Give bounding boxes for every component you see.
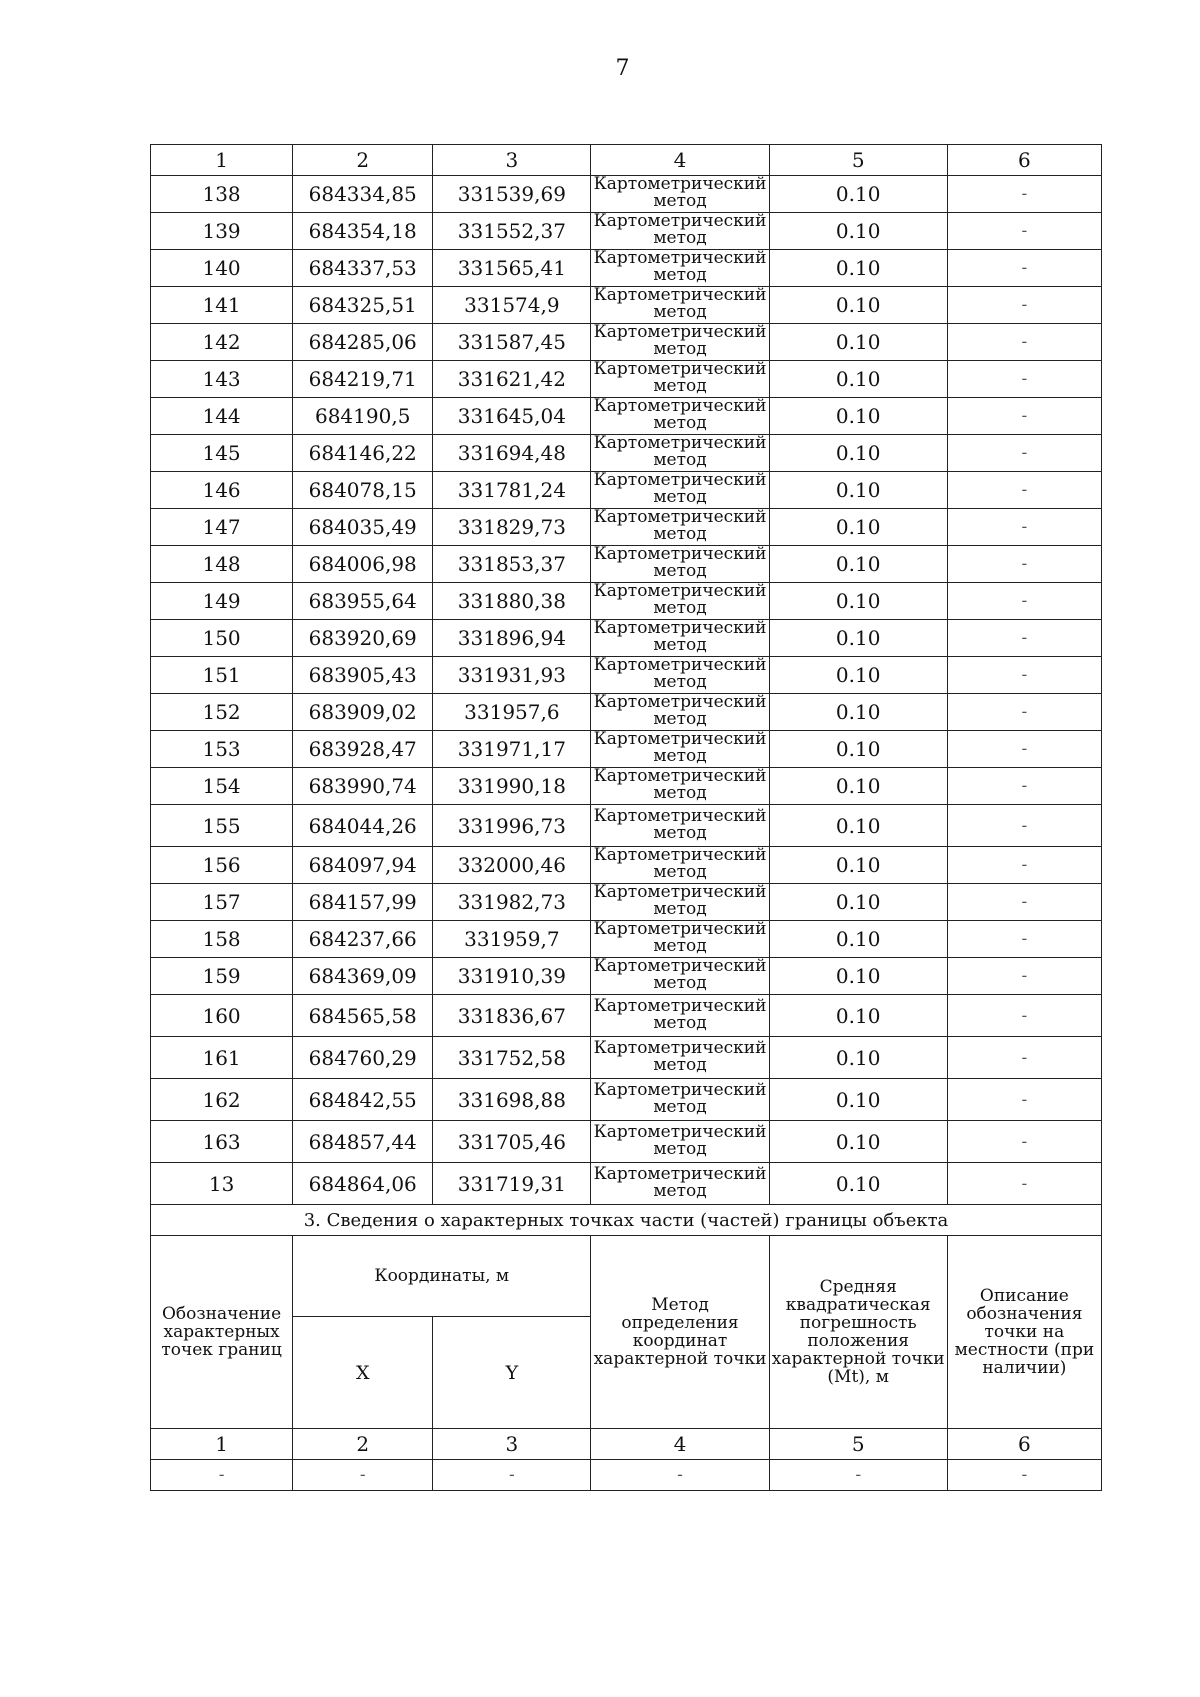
method-line-2: метод	[653, 561, 707, 581]
accuracy-value: 0.10	[769, 805, 947, 847]
method-cell	[591, 213, 769, 250]
description-value: -	[947, 361, 1101, 398]
method-line-2: метод	[653, 822, 707, 843]
method-line-2: метод	[653, 487, 707, 507]
coord-y: 331587,45	[433, 324, 591, 361]
column-number: 4	[591, 1429, 769, 1460]
coord-y: 331719,31	[433, 1163, 591, 1205]
column-number: 2	[293, 145, 433, 176]
method-line-2: метод	[653, 228, 707, 248]
description-value: -	[947, 1079, 1101, 1121]
method-cell	[591, 287, 769, 324]
description-value: -	[947, 958, 1101, 995]
description-header: Описание обозначения точки на местности (при наличии)	[947, 1236, 1101, 1429]
table-row	[151, 361, 1102, 398]
description-value: -	[947, 398, 1101, 435]
accuracy-value: 0.10	[769, 361, 947, 398]
coord-y: 331621,42	[433, 361, 591, 398]
method-line-1: Картометрический	[593, 397, 767, 416]
point-id: 143	[151, 361, 293, 398]
method-line-2: метод	[653, 1054, 707, 1075]
point-id: 159	[151, 958, 293, 995]
coord-x: 684285,06	[293, 324, 433, 361]
column-number: 3	[433, 145, 591, 176]
table-row	[151, 287, 1102, 324]
coord-x: 684864,06	[293, 1163, 433, 1205]
coord-x: 684369,09	[293, 958, 433, 995]
coord-y: 331910,39	[433, 958, 591, 995]
table-row	[151, 1037, 1102, 1079]
description-value: -	[947, 995, 1101, 1037]
column-number: 6	[947, 1429, 1101, 1460]
accuracy-value: 0.10	[769, 435, 947, 472]
method-line-1: Картометрический	[593, 656, 767, 675]
method-cell	[591, 731, 769, 768]
column-number: 5	[769, 145, 947, 176]
method-line-1: Картометрический	[593, 471, 767, 490]
method-line-2: метод	[653, 746, 707, 766]
method-cell	[591, 250, 769, 287]
page-number: 7	[615, 56, 630, 81]
method-cell	[591, 958, 769, 995]
point-id: 155	[151, 805, 293, 847]
coord-y: 331552,37	[433, 213, 591, 250]
coord-x: 684565,58	[293, 995, 433, 1037]
accuracy-value: 0.10	[769, 472, 947, 509]
method-line-1: Картометрический	[593, 957, 767, 976]
empty-cell: -	[433, 1460, 591, 1491]
table-row	[151, 884, 1102, 921]
method-line-1: Картометрический	[593, 693, 767, 712]
method-cell	[591, 1163, 769, 1205]
point-id: 148	[151, 546, 293, 583]
coord-x: 684337,53	[293, 250, 433, 287]
description-value: -	[947, 176, 1101, 213]
method-line-1: Картометрический	[593, 286, 767, 305]
coord-y: 331539,69	[433, 176, 591, 213]
coord-x: 683909,02	[293, 694, 433, 731]
accuracy-value: 0.10	[769, 583, 947, 620]
section-empty-row	[151, 1460, 1102, 1491]
coord-x: 683955,64	[293, 583, 433, 620]
coord-x: 684842,55	[293, 1079, 433, 1121]
method-cell	[591, 1121, 769, 1163]
method-cell	[591, 324, 769, 361]
description-value: -	[947, 657, 1101, 694]
empty-cell: -	[947, 1460, 1101, 1491]
accuracy-value: 0.10	[769, 213, 947, 250]
coord-x: 684325,51	[293, 287, 433, 324]
accuracy-value: 0.10	[769, 1121, 947, 1163]
method-line-2: метод	[653, 1096, 707, 1117]
method-cell	[591, 805, 769, 847]
method-cell	[591, 995, 769, 1037]
accuracy-value: 0.10	[769, 884, 947, 921]
method-header: Метод определения координат характерной точки	[591, 1236, 769, 1429]
table-row	[151, 472, 1102, 509]
coord-y: 331853,37	[433, 546, 591, 583]
point-id: 156	[151, 847, 293, 884]
table-row	[151, 583, 1102, 620]
method-cell	[591, 472, 769, 509]
description-value: -	[947, 324, 1101, 361]
table-row	[151, 768, 1102, 805]
method-line-2: метод	[653, 1180, 707, 1201]
method-line-1: Картометрический	[593, 545, 767, 564]
table-row	[151, 995, 1102, 1037]
point-id: 152	[151, 694, 293, 731]
method-cell	[591, 620, 769, 657]
method-cell	[591, 398, 769, 435]
coord-x: 684006,98	[293, 546, 433, 583]
column-number: 4	[591, 145, 769, 176]
method-line-1: Картометрический	[593, 1037, 767, 1058]
accuracy-value: 0.10	[769, 958, 947, 995]
section-title-row	[151, 1205, 1102, 1236]
column-number: 1	[151, 145, 293, 176]
coord-y: 331836,67	[433, 995, 591, 1037]
method-line-2: метод	[653, 191, 707, 211]
method-line-2: метод	[653, 973, 707, 993]
method-line-2: метод	[653, 1138, 707, 1159]
coord-y: 332000,46	[433, 847, 591, 884]
accuracy-value: 0.10	[769, 546, 947, 583]
method-line-1: Картометрический	[593, 1163, 767, 1184]
point-id: 158	[151, 921, 293, 958]
point-id: 139	[151, 213, 293, 250]
method-line-2: метод	[653, 413, 707, 433]
method-line-1: Картометрический	[593, 883, 767, 902]
method-line-1: Картометрический	[593, 212, 767, 231]
point-id: 157	[151, 884, 293, 921]
point-id: 163	[151, 1121, 293, 1163]
method-line-2: метод	[653, 376, 707, 396]
accuracy-value: 0.10	[769, 398, 947, 435]
coord-y: 331996,73	[433, 805, 591, 847]
description-value: -	[947, 1163, 1101, 1205]
accuracy-value: 0.10	[769, 768, 947, 805]
method-line-2: метод	[653, 936, 707, 956]
accuracy-value: 0.10	[769, 731, 947, 768]
table-row	[151, 620, 1102, 657]
table-row	[151, 657, 1102, 694]
coord-y: 331990,18	[433, 768, 591, 805]
method-line-2: метод	[653, 524, 707, 544]
accuracy-value: 0.10	[769, 324, 947, 361]
coord-x: 684760,29	[293, 1037, 433, 1079]
y-header: Y	[433, 1317, 591, 1429]
method-cell	[591, 921, 769, 958]
accuracy-value: 0.10	[769, 1037, 947, 1079]
description-value: -	[947, 731, 1101, 768]
section-title: 3. Сведения о характерных точках части (частей) границы объекта	[151, 1205, 1102, 1236]
point-id: 142	[151, 324, 293, 361]
table-row	[151, 847, 1102, 884]
coord-x: 683905,43	[293, 657, 433, 694]
accuracy-value: 0.10	[769, 1079, 947, 1121]
coord-y: 331982,73	[433, 884, 591, 921]
coord-y: 331705,46	[433, 1121, 591, 1163]
empty-cell: -	[293, 1460, 433, 1491]
table-row	[151, 694, 1102, 731]
accuracy-value: 0.10	[769, 250, 947, 287]
method-cell	[591, 768, 769, 805]
point-id: 154	[151, 768, 293, 805]
point-id: 147	[151, 509, 293, 546]
description-value: -	[947, 694, 1101, 731]
method-line-2: метод	[653, 635, 707, 655]
coord-y: 331971,17	[433, 731, 591, 768]
point-id: 150	[151, 620, 293, 657]
coord-x: 684044,26	[293, 805, 433, 847]
coord-y: 331698,88	[433, 1079, 591, 1121]
accuracy-value: 0.10	[769, 921, 947, 958]
table-row	[151, 213, 1102, 250]
coordinates-table	[150, 144, 1102, 1491]
accuracy-value: 0.10	[769, 694, 947, 731]
table-row	[151, 546, 1102, 583]
point-id: 138	[151, 176, 293, 213]
point-id: 140	[151, 250, 293, 287]
coord-y: 331645,04	[433, 398, 591, 435]
method-line-2: метод	[653, 450, 707, 470]
table-row	[151, 398, 1102, 435]
method-line-2: метод	[653, 783, 707, 803]
section-header-row	[151, 1236, 1102, 1317]
table-row	[151, 250, 1102, 287]
section-column-number-row	[151, 1429, 1102, 1460]
method-cell	[591, 361, 769, 398]
description-value: -	[947, 847, 1101, 884]
coord-x: 684237,66	[293, 921, 433, 958]
method-line-2: метод	[653, 899, 707, 919]
table-row	[151, 324, 1102, 361]
method-line-1: Картометрический	[593, 434, 767, 453]
method-line-1: Картометрический	[593, 249, 767, 268]
method-line-2: метод	[653, 302, 707, 322]
accuracy-value: 0.10	[769, 620, 947, 657]
method-cell	[591, 1079, 769, 1121]
description-value: -	[947, 620, 1101, 657]
coord-x: 684354,18	[293, 213, 433, 250]
method-line-2: метод	[653, 672, 707, 692]
coord-y: 331896,94	[433, 620, 591, 657]
point-id: 149	[151, 583, 293, 620]
table-row	[151, 509, 1102, 546]
coord-y: 331880,38	[433, 583, 591, 620]
coord-y: 331931,93	[433, 657, 591, 694]
method-cell	[591, 694, 769, 731]
method-line-1: Картометрический	[593, 619, 767, 638]
description-value: -	[947, 921, 1101, 958]
point-id: 162	[151, 1079, 293, 1121]
coord-y: 331565,41	[433, 250, 591, 287]
method-cell	[591, 546, 769, 583]
coord-x: 684334,85	[293, 176, 433, 213]
coord-x: 683990,74	[293, 768, 433, 805]
accuracy-value: 0.10	[769, 176, 947, 213]
empty-cell: -	[151, 1460, 293, 1491]
description-value: -	[947, 287, 1101, 324]
method-cell	[591, 176, 769, 213]
accuracy-value: 0.10	[769, 657, 947, 694]
method-line-1: Картометрический	[593, 582, 767, 601]
coord-x: 684857,44	[293, 1121, 433, 1163]
point-id: 160	[151, 995, 293, 1037]
table-row	[151, 1121, 1102, 1163]
description-value: -	[947, 472, 1101, 509]
method-cell	[591, 509, 769, 546]
description-value: -	[947, 509, 1101, 546]
x-header: X	[293, 1317, 433, 1429]
table-row	[151, 435, 1102, 472]
table-row	[151, 1163, 1102, 1205]
method-line-1: Картометрический	[593, 805, 767, 826]
description-value: -	[947, 583, 1101, 620]
description-value: -	[947, 546, 1101, 583]
empty-cell: -	[591, 1460, 769, 1491]
point-id: 145	[151, 435, 293, 472]
coord-x: 684190,5	[293, 398, 433, 435]
description-value: -	[947, 884, 1101, 921]
column-number: 5	[769, 1429, 947, 1460]
method-line-1: Картометрический	[593, 1079, 767, 1100]
method-cell	[591, 884, 769, 921]
designation-header: Обозначение характерных точек границ	[151, 1236, 293, 1429]
point-id: 161	[151, 1037, 293, 1079]
point-id: 151	[151, 657, 293, 694]
table-row	[151, 1079, 1102, 1121]
coord-x: 684157,99	[293, 884, 433, 921]
method-cell	[591, 583, 769, 620]
point-id: 146	[151, 472, 293, 509]
method-line-1: Картометрический	[593, 323, 767, 342]
method-line-2: метод	[653, 709, 707, 729]
coord-x: 684146,22	[293, 435, 433, 472]
accuracy-value: 0.10	[769, 287, 947, 324]
column-number: 2	[293, 1429, 433, 1460]
method-line-1: Картометрический	[593, 920, 767, 939]
column-number-row	[151, 145, 1102, 176]
accuracy-value: 0.10	[769, 1163, 947, 1205]
coord-x: 683928,47	[293, 731, 433, 768]
method-line-2: метод	[653, 862, 707, 882]
description-value: -	[947, 213, 1101, 250]
table-row	[151, 731, 1102, 768]
method-line-2: метод	[653, 265, 707, 285]
table-row	[151, 176, 1102, 213]
point-id: 144	[151, 398, 293, 435]
coord-x: 684219,71	[293, 361, 433, 398]
coord-y: 331781,24	[433, 472, 591, 509]
description-value: -	[947, 1121, 1101, 1163]
coordinates-header: Координаты, м	[293, 1236, 591, 1317]
point-id: 153	[151, 731, 293, 768]
point-id: 13	[151, 1163, 293, 1205]
method-line-1: Картометрический	[593, 995, 767, 1016]
table-row	[151, 958, 1102, 995]
empty-cell: -	[769, 1460, 947, 1491]
method-line-1: Картометрический	[593, 175, 767, 194]
description-value: -	[947, 435, 1101, 472]
coord-y: 331574,9	[433, 287, 591, 324]
method-line-2: метод	[653, 1012, 707, 1033]
coord-x: 683920,69	[293, 620, 433, 657]
method-cell	[591, 435, 769, 472]
method-line-1: Картометрический	[593, 846, 767, 865]
coord-y: 331829,73	[433, 509, 591, 546]
method-line-2: метод	[653, 598, 707, 618]
table-row	[151, 921, 1102, 958]
coord-x: 684035,49	[293, 509, 433, 546]
method-line-2: метод	[653, 339, 707, 359]
description-value: -	[947, 805, 1101, 847]
method-line-1: Картометрический	[593, 508, 767, 527]
method-cell	[591, 847, 769, 884]
column-number: 3	[433, 1429, 591, 1460]
accuracy-value: 0.10	[769, 995, 947, 1037]
coord-x: 684097,94	[293, 847, 433, 884]
method-line-1: Картометрический	[593, 730, 767, 749]
method-line-1: Картометрический	[593, 360, 767, 379]
method-line-1: Картометрический	[593, 767, 767, 786]
accuracy-value: 0.10	[769, 509, 947, 546]
description-value: -	[947, 250, 1101, 287]
column-number: 6	[947, 145, 1101, 176]
method-cell	[591, 657, 769, 694]
coord-y: 331694,48	[433, 435, 591, 472]
accuracy-header: Средняя квадратическая погрешность положения характерной точки (Mt), м	[769, 1236, 947, 1429]
description-value: -	[947, 1037, 1101, 1079]
column-number: 1	[151, 1429, 293, 1460]
description-value: -	[947, 768, 1101, 805]
point-id: 141	[151, 287, 293, 324]
table-row	[151, 805, 1102, 847]
coord-y: 331752,58	[433, 1037, 591, 1079]
method-cell	[591, 1037, 769, 1079]
accuracy-value: 0.10	[769, 847, 947, 884]
coord-y: 331959,7	[433, 921, 591, 958]
method-line-1: Картометрический	[593, 1121, 767, 1142]
coord-x: 684078,15	[293, 472, 433, 509]
coord-y: 331957,6	[433, 694, 591, 731]
